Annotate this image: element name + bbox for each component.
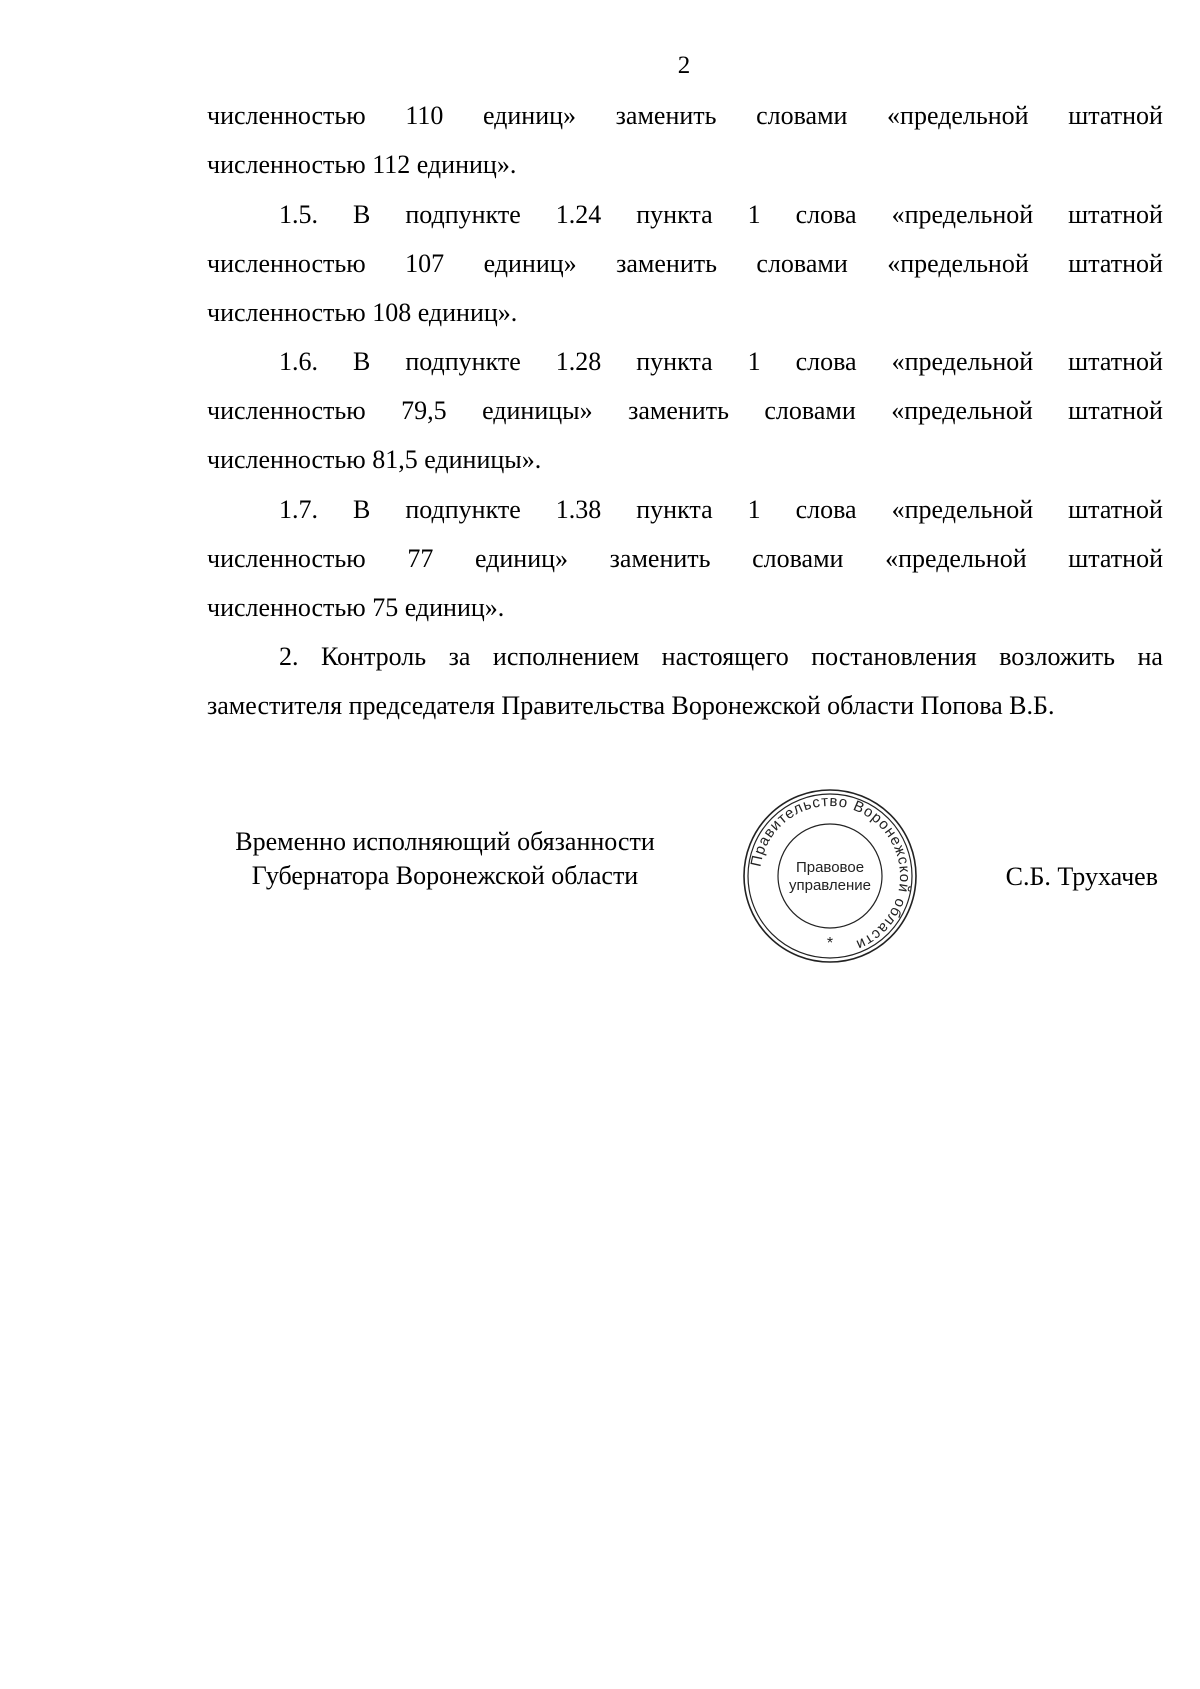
word: слова [795, 347, 857, 376]
word: слова [795, 495, 857, 524]
word: численностью [207, 101, 366, 130]
word: 107 [405, 249, 445, 278]
word: численностью [207, 249, 366, 278]
word: исполнением [492, 642, 640, 671]
word: 110 [405, 101, 444, 130]
word: штатной [1068, 544, 1163, 573]
word: заменить [615, 101, 717, 130]
word: 1.24 [555, 200, 602, 229]
word: пункта [636, 495, 713, 524]
word: 2. [279, 642, 299, 671]
word: 1 [747, 347, 761, 376]
paragraph-line [279, 346, 1163, 378]
paragraph-line [279, 494, 1163, 526]
paragraph-line: численностью 108 единиц». [207, 298, 518, 327]
word: штатной [1068, 347, 1163, 376]
paragraph-line: численностью 81,5 единицы». [207, 445, 542, 474]
word: «предельной [891, 495, 1034, 524]
word: численностью [207, 396, 366, 425]
signatory-position-line-1: Временно исполняющий обязанности [235, 827, 655, 856]
word: единиц» [474, 544, 569, 573]
word: подпункте [405, 347, 521, 376]
word: «предельной [887, 101, 1029, 130]
word: единиц» [483, 249, 577, 278]
word: 1.5. [279, 200, 318, 229]
word: «предельной [891, 396, 1033, 425]
word: единицы» [482, 396, 593, 425]
word: слова [795, 200, 857, 229]
word: заменить [616, 249, 717, 278]
word: постановления [811, 642, 977, 671]
svg-text:управление: управление [788, 877, 872, 894]
svg-text:Правительство Воронежской обла: Правительство Воронежской области [747, 792, 914, 954]
word: Контроль [320, 642, 427, 671]
word: пункта [636, 347, 713, 376]
word: 1 [747, 495, 761, 524]
paragraph-line [279, 199, 1163, 231]
word: за [448, 642, 471, 671]
word: штатной [1068, 101, 1163, 130]
signatory-position-line-2: Губернатора Воронежской области [251, 861, 639, 890]
paragraph-line [207, 395, 1163, 427]
page-number: 2 [677, 52, 691, 79]
word: 79,5 [401, 396, 447, 425]
word: «предельной [891, 200, 1034, 229]
word: штатной [1068, 495, 1163, 524]
word: «предельной [887, 249, 1029, 278]
word: В [353, 495, 371, 524]
svg-text:*: * [826, 935, 834, 952]
word: В [353, 347, 371, 376]
signatory-name: С.Б. Трухачев [1005, 862, 1158, 891]
word: штатной [1068, 396, 1163, 425]
word: «предельной [885, 544, 1027, 573]
word: 1.38 [555, 495, 602, 524]
word: словами [752, 544, 844, 573]
paragraph-line [207, 543, 1163, 575]
word: численностью [207, 544, 366, 573]
word: штатной [1068, 249, 1163, 278]
word: единиц» [482, 101, 577, 130]
paragraph-line [207, 100, 1163, 132]
word: штатной [1068, 200, 1163, 229]
word: 1.7. [279, 495, 318, 524]
paragraph-line [207, 248, 1163, 280]
paragraph-line: численностью 75 единиц». [207, 593, 505, 622]
word: возложить [999, 642, 1115, 671]
word: подпункте [405, 495, 521, 524]
word: «предельной [891, 347, 1034, 376]
word: заменить [609, 544, 711, 573]
paragraph-line [279, 641, 1163, 673]
word: заменить [628, 396, 729, 425]
official-stamp [742, 788, 918, 964]
word: пункта [636, 200, 713, 229]
svg-text:Правовое: Правовое [795, 859, 865, 876]
word: словами [756, 249, 848, 278]
word: В [353, 200, 371, 229]
paragraph-line: заместителя председателя Правительства Воронежской области Попова В.Б. [207, 691, 1055, 720]
word: 1.6. [279, 347, 318, 376]
word: словами [756, 101, 848, 130]
word: подпункте [405, 200, 521, 229]
word: настоящего [661, 642, 789, 671]
stamp-seal-icon [742, 788, 918, 964]
word: 1.28 [555, 347, 602, 376]
word: на [1137, 642, 1163, 671]
paragraph-line: численностью 112 единиц». [207, 150, 517, 179]
word: 77 [407, 544, 434, 573]
word: 1 [747, 200, 761, 229]
word: словами [764, 396, 856, 425]
